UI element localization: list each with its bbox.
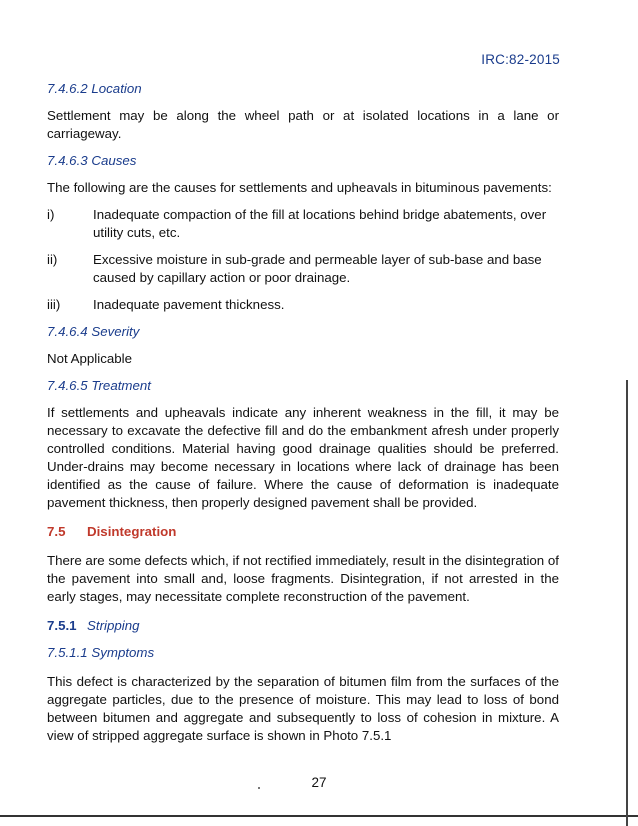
treatment-paragraph: If settlements and upheavals indicate any inherent weakness in the fill, it may be necessary to excavate the defective fill and do the embankment afresh under properly controlled conditions. Material having good drainage qualities should be preferred. Under-drains may become necessary in locations where lack of drainage has been identified as the cause of failure. Where the cause of deformation is inadequate pavement thickness, then properly designed pavement shall be provided. xyxy=(47,405,559,510)
cause-text: Inadequate pavement thickness. xyxy=(93,297,285,312)
cause-number: iii) xyxy=(47,297,61,312)
section-title: Disintegration xyxy=(87,524,177,539)
location-heading: 7.4.6.2 Location xyxy=(47,81,142,96)
cause-text: Excessive moisture in sub-grade and permeable layer of sub-base and base caused by capillary action or poor drainage. xyxy=(93,252,542,285)
severity-heading: 7.4.6.4 Severity xyxy=(47,324,140,339)
treatment-heading: 7.4.6.5 Treatment xyxy=(47,378,151,393)
symptoms-heading: 7.5.1.1 Symptoms xyxy=(47,645,155,660)
causes-heading: 7.4.6.3 Causes xyxy=(47,153,137,168)
subsection-heading xyxy=(47,617,559,635)
location-paragraph: Settlement may be along the wheel path or at isolated locations in a lane or carriageway. xyxy=(47,108,559,141)
page-number: 27 xyxy=(311,775,327,790)
subsection-number: 7.5.1 xyxy=(47,618,77,633)
cause-number: i) xyxy=(47,207,55,222)
cause-item-3 xyxy=(47,296,559,314)
page-content xyxy=(47,80,559,745)
scan-edge-bottom xyxy=(0,815,638,817)
section-paragraph: There are some defects which, if not rectified immediately, result in the disintegration of the pavement into small and, loose fragments. Disintegration, if not arrested in the early stages, may necessitate complete reconstruction of the pavement. xyxy=(47,553,559,604)
section-number: 7.5 xyxy=(47,524,66,539)
cause-item-1 xyxy=(47,206,559,242)
subsection-title: Stripping xyxy=(87,618,140,633)
cause-text: Inadequate compaction of the fill at locations behind bridge abatements, over utility cuts, etc. xyxy=(93,207,547,240)
symptoms-paragraph: This defect is characterized by the separation of bitumen film from the surfaces of the aggregate particles, due to the presence of moisture. This may lead to loss of bond between bitumen and aggregate and subsequently to loss of cohesion in mixture. A view of stripped aggregate surface is shown in Photo 7.5.1 xyxy=(47,674,559,743)
document-code: IRC:82-2015 xyxy=(481,52,560,67)
scan-edge-right xyxy=(626,380,628,826)
severity-text: Not Applicable xyxy=(47,351,133,366)
cause-number: ii) xyxy=(47,252,58,267)
cause-item-2 xyxy=(47,251,559,287)
causes-intro: The following are the causes for settlements and upheavals in bituminous pavements: xyxy=(47,180,552,195)
section-heading xyxy=(47,523,559,541)
